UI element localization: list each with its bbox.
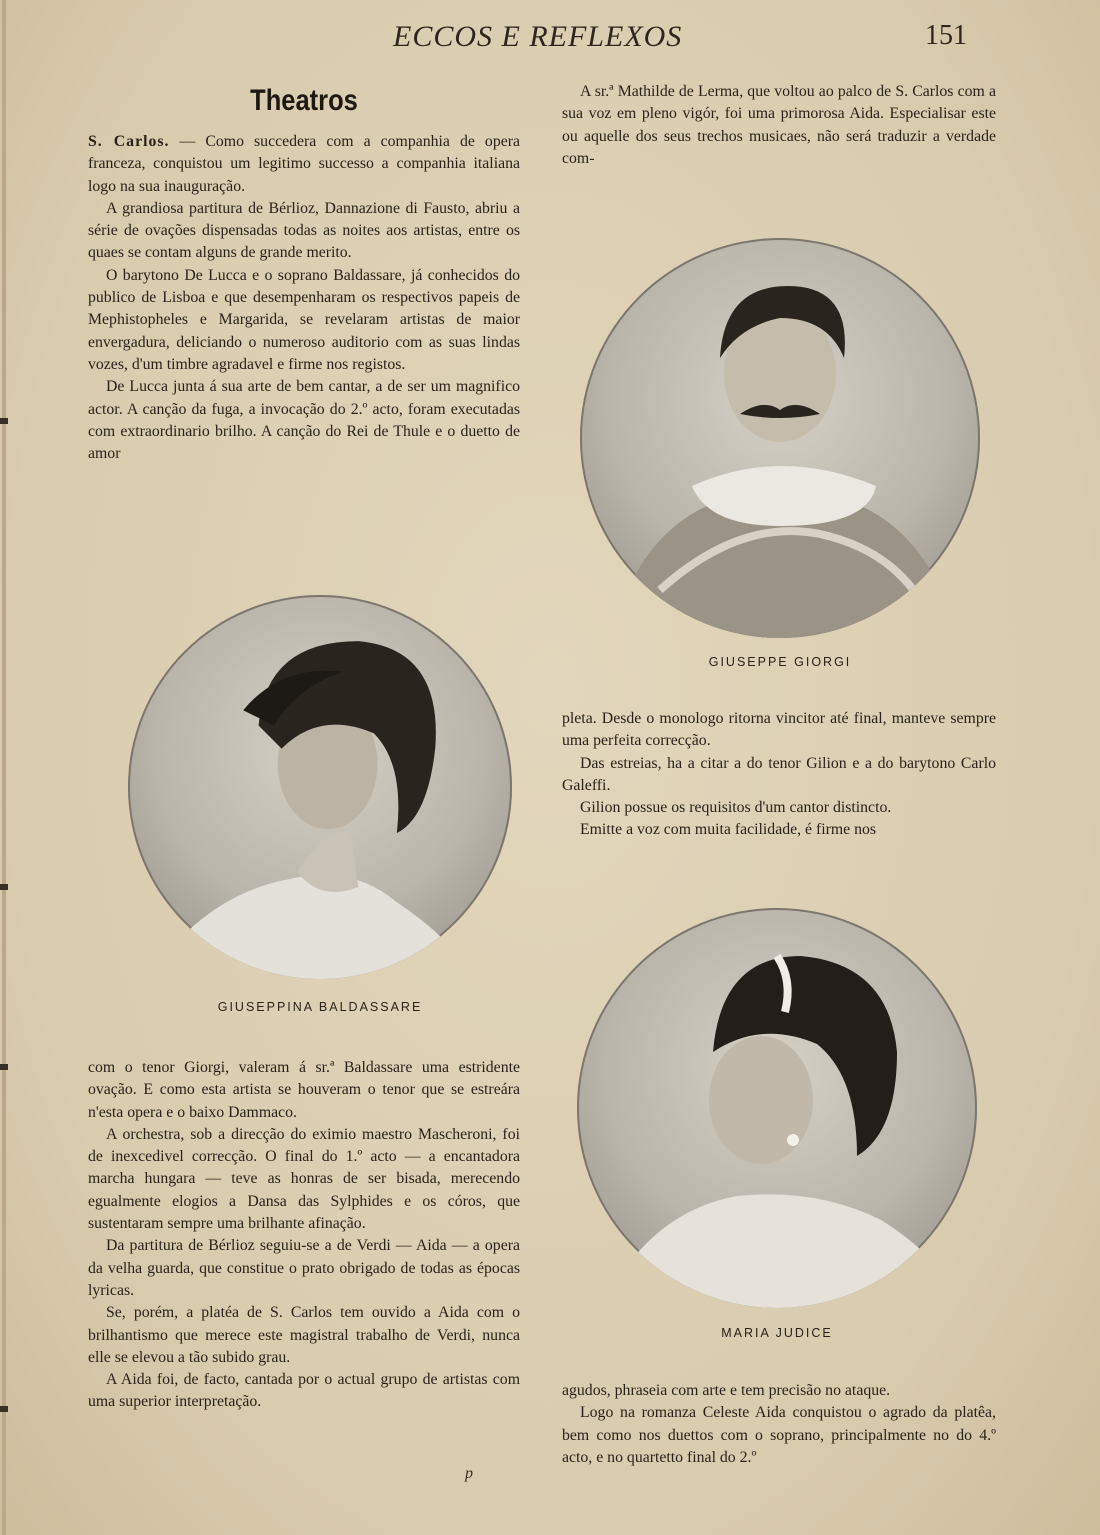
paragraph: pleta. Desde o monologo ritorna vincitor até final, manteve sempre uma perfeita correcção.: [562, 710, 996, 750]
portrait-photo: [128, 595, 512, 979]
paragraph: Da partitura de Bérlioz seguiu-se a de Verdi — Aida — a opera da velha guarda, que constitue o prato obrigado de todas as épocas lyricas.: [88, 1237, 520, 1299]
paragraph: A grandiosa partitura de Bérlioz, Dannazione di Fausto, abriu a série de ovações dispensadas todas as noites aos artistas, entre os quaes se contam alguns de grande merito.: [88, 199, 520, 262]
paragraph: Emitte a voz com muita facilidade, é firme nos: [580, 821, 877, 839]
paragraph-text: — Como succedera com a companhia de opera franceza, conquistou um legitimo successo a companhia italiana logo na sua inauguração.: [88, 133, 520, 195]
paragraph: com o tenor Giorgi, valeram á sr.ª Baldassare uma estridente ovação. E como esta artista se houveram o tenor que se estreára n'esta opera e o baixo Dammaco.: [88, 1059, 520, 1121]
paragraph: agudos, phraseia com arte e tem precisão no ataque.: [562, 1382, 891, 1399]
paragraph: De Lucca junta á sua arte de bem cantar, a de ser um magnifico actor. A canção da fuga, a invocação do 2.º acto, foram executadas com extraordinario brilho. A canção do Rei de Thule e o duetto de amor: [88, 378, 520, 463]
binding-mark: [0, 1406, 8, 1412]
printer-mark: p: [465, 1465, 473, 1482]
portrait-giuseppe-giorgi: [580, 238, 980, 638]
run-in-heading: S. Carlos.: [88, 133, 170, 150]
binding-mark: [0, 884, 8, 890]
caption-giorgi: GIUSEPPE GIORGI: [708, 655, 852, 669]
paragraph: O barytono De Lucca e o soprano Baldassare, já conhecidos do publico de Lisboa e que desempenharam os respectivos papeis de Mephistopheles e Margarida, se revelaram artistas de maior envergadura, deliciando o numeroso auditorio com as suas lindas vozes, d'um timbre agradavel e firme nos registos.: [88, 266, 520, 373]
page-number: 151: [925, 20, 967, 51]
section-title: Theatros: [250, 84, 358, 117]
paragraph: Logo na romanza Celeste Aida conquistou o agrado da platêa, bem como nos duettos com o soprano, principalmente no do 4.º acto, e no quartetto final do 2.º: [562, 1404, 996, 1466]
running-header: ECCOS E REFLEXOS: [393, 20, 683, 53]
portrait-photo: [577, 908, 977, 1308]
article-text-right-top: [562, 81, 996, 170]
paragraph: Gilion possue os requisitos d'um cantor distincto.: [580, 799, 892, 817]
article-text-right-bottom: [562, 1380, 996, 1469]
paragraph: Das estreias, ha a citar a do tenor Gilion e a do barytono Carlo Galeffi.: [562, 754, 996, 794]
portrait-giuseppina-baldassare: [128, 595, 512, 979]
caption-baldassare: GIUSEPPINA BALDASSARE: [217, 1000, 423, 1014]
paragraph: A Aida foi, de facto, cantada por o actual grupo de artistas com uma superior interpretação.: [88, 1371, 520, 1411]
binding-mark: [0, 1064, 8, 1070]
caption-judice: MARIA JUDICE: [721, 1326, 833, 1340]
binding-edge: [2, 0, 6, 1535]
article-text-left-bottom: [88, 1057, 520, 1414]
paragraph: [88, 131, 520, 198]
article-text-left-top: [88, 131, 520, 465]
paragraph: Se, porém, a platéa de S. Carlos tem ouvido a Aida com o brilhantismo que merece este magistral trabalho de Verdi, nunca elle se elevou a tão subido grau.: [88, 1304, 520, 1366]
paragraph: A orchestra, sob a direcção do eximio maestro Mascheroni, foi de inexcedivel correcção. O final do 1.º acto — a encantadora marcha hungara — teve as honras de ser bisada, merecendo egualmente elogios a Dansa das Sylphides e os córos, que sustentaram sempre uma brilhante afinação.: [88, 1125, 520, 1233]
portrait-photo: [580, 238, 980, 638]
paragraph: A sr.ª Mathilde de Lerma, que voltou ao palco de S. Carlos com a sua voz em pleno vigór, foi uma primorosa Aida. Especialisar este ou aquelle dos seus trechos musicaes, não será traduzir a verdade com-: [562, 83, 996, 167]
article-text-right-mid: [562, 708, 996, 842]
portrait-maria-judice: [577, 908, 977, 1308]
binding-mark: [0, 418, 8, 424]
